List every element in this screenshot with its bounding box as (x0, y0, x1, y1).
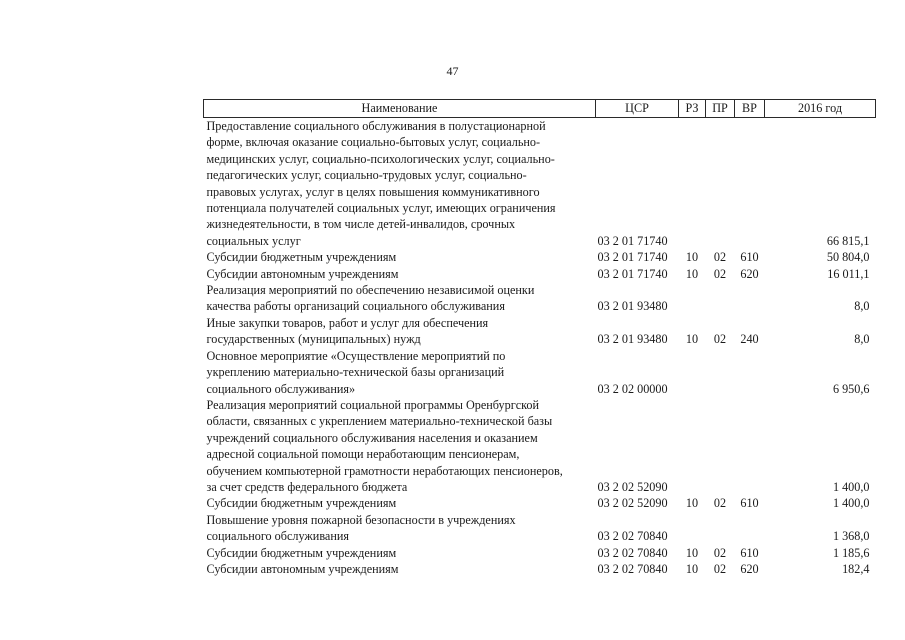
row-name (204, 282, 596, 315)
row-pr: 02 (713, 496, 727, 511)
table-row (204, 348, 876, 397)
header-year: 2016 год (765, 100, 876, 118)
table-row (204, 397, 876, 495)
row-rz (679, 348, 706, 397)
row-name-line: Субсидии бюджетным учреждениям (206, 250, 397, 265)
table-row (204, 495, 876, 511)
table-body (204, 118, 876, 578)
row-amount: 6 950,6 (832, 381, 870, 396)
row-name-line: форме, включая оказание социально-бытовых услуг, социально- (206, 135, 541, 150)
row-pr (706, 282, 735, 315)
row-amount: 1 185,6 (832, 545, 870, 560)
row-amount: 1 368,0 (832, 529, 870, 544)
row-amount: 50 804,0 (826, 250, 870, 265)
row-name-line: Субсидии автономным учреждениям (206, 561, 399, 576)
row-name-line: качества работы организаций социального обслуживания (206, 299, 505, 314)
row-vr: 620 (740, 561, 759, 576)
header-pr: ПР (706, 100, 735, 118)
row-amount: 66 815,1 (826, 233, 870, 248)
row-name-line: укреплению материально-технической базы организаций (206, 365, 505, 380)
row-csr: 03 2 01 71740 (597, 250, 668, 265)
row-vr: 240 (740, 332, 759, 347)
row-rz: 10 (685, 561, 699, 576)
row-name-line: потенциала получателей социальных услуг, имеющих ограничения (206, 201, 556, 216)
row-csr: 03 2 02 70840 (597, 561, 668, 576)
row-amount: 8,0 (854, 332, 870, 347)
row-name (204, 545, 596, 561)
row-name (204, 512, 596, 545)
row-rz: 10 (685, 266, 699, 281)
row-name-line: педагогических услуг, социально-трудовых услуг, социально- (206, 168, 527, 183)
row-vr (735, 397, 765, 495)
header-vr: ВР (735, 100, 765, 118)
row-csr: 03 2 02 52090 (597, 479, 668, 494)
row-name (204, 348, 596, 397)
row-name-line: государственных (муниципальных) нужд (206, 332, 421, 347)
row-vr (735, 118, 765, 250)
row-name-line: Субсидии бюджетным учреждениям (206, 496, 397, 511)
row-csr: 03 2 01 71740 (597, 266, 668, 281)
row-vr: 610 (740, 545, 759, 560)
row-name-line: обучением компьютерной грамотности неработающих пенсионеров, (206, 463, 563, 478)
table-row (204, 282, 876, 315)
row-amount: 1 400,0 (832, 496, 870, 511)
row-pr: 02 (713, 545, 727, 560)
row-name (204, 397, 596, 495)
row-vr: 610 (740, 250, 759, 265)
budget-table (203, 99, 876, 577)
row-csr: 03 2 02 70840 (597, 545, 668, 560)
row-name-line: за счет средств федерального бюджета (206, 479, 408, 494)
row-name-line: Реализация мероприятий по обеспечению независимой оценки (206, 283, 535, 298)
row-name-line: Предоставление социального обслуживания в полустационарной (206, 119, 546, 133)
row-csr: 03 2 02 52090 (597, 496, 668, 511)
row-amount: 182,4 (842, 561, 870, 576)
table-row (204, 512, 876, 545)
row-pr: 02 (713, 266, 727, 281)
row-vr: 620 (740, 266, 759, 281)
row-name-line: учреждений социального обслуживания населения и оказанием (206, 430, 538, 445)
row-name-line: Основное мероприятие «Осуществление мероприятий по (206, 348, 506, 363)
row-csr: 03 2 01 93480 (597, 299, 668, 314)
row-rz: 10 (685, 545, 699, 560)
row-rz (679, 282, 706, 315)
row-name (204, 315, 596, 348)
row-pr: 02 (713, 561, 727, 576)
row-amount: 16 011,1 (827, 266, 870, 281)
row-csr: 03 2 01 71740 (597, 233, 668, 248)
row-name (204, 118, 596, 250)
row-name (204, 561, 596, 577)
row-amount: 1 400,0 (832, 479, 870, 494)
row-name-line: области, связанных с укреплением материально-технической базы (206, 414, 553, 429)
row-name (204, 266, 596, 282)
row-pr (706, 348, 735, 397)
row-name-line: социального обслуживания (206, 529, 349, 544)
row-rz (679, 118, 706, 250)
table-row (204, 315, 876, 348)
row-vr: 610 (740, 496, 759, 511)
header-name: Наименование (204, 100, 596, 118)
table-header (204, 100, 876, 118)
table-row (204, 118, 876, 250)
header-row (204, 100, 876, 118)
row-rz: 10 (685, 496, 699, 511)
table-row (204, 249, 876, 265)
row-name-line: Субсидии бюджетным учреждениям (206, 545, 397, 560)
row-name (204, 249, 596, 265)
row-name-line: медицинских услуг, социально-психологических услуг, социально- (206, 151, 555, 166)
row-csr: 03 2 01 93480 (597, 332, 668, 347)
row-name-line: социальных услуг (206, 233, 301, 248)
header-rz: РЗ (679, 100, 706, 118)
row-pr: 02 (713, 250, 727, 265)
row-name-line: адресной социальной помощи неработающим пенсионерам, (206, 447, 520, 462)
row-pr: 02 (713, 332, 727, 347)
row-rz (679, 512, 706, 545)
table-row (204, 266, 876, 282)
row-rz: 10 (685, 332, 699, 347)
row-pr (706, 118, 735, 250)
header-csr: ЦСР (596, 100, 679, 118)
row-csr: 03 2 02 70840 (597, 529, 668, 544)
row-pr (706, 397, 735, 495)
row-name-line: жизнедеятельности, в том числе детей-инвалидов, срочных (206, 217, 516, 232)
page-number: 47 (446, 64, 459, 78)
table-row (204, 545, 876, 561)
row-pr (706, 512, 735, 545)
row-name-line: Иные закупки товаров, работ и услуг для обеспечения (206, 315, 489, 330)
row-name-line: Субсидии автономным учреждениям (206, 266, 399, 281)
row-rz: 10 (685, 250, 699, 265)
row-vr (735, 512, 765, 545)
row-name (204, 495, 596, 511)
row-name-line: Повышение уровня пожарной безопасности в учреждениях (206, 512, 516, 527)
row-rz (679, 397, 706, 495)
row-csr: 03 2 02 00000 (597, 381, 668, 396)
row-vr (735, 282, 765, 315)
row-name-line: социального обслуживания» (206, 381, 356, 396)
row-vr (735, 348, 765, 397)
table-row (204, 561, 876, 577)
row-amount: 8,0 (854, 299, 870, 314)
row-name-line: Реализация мероприятий социальной программы Оренбургской (206, 397, 540, 412)
row-name-line: правовых услугах, услуг в целях повышения коммуникативного (206, 184, 540, 199)
